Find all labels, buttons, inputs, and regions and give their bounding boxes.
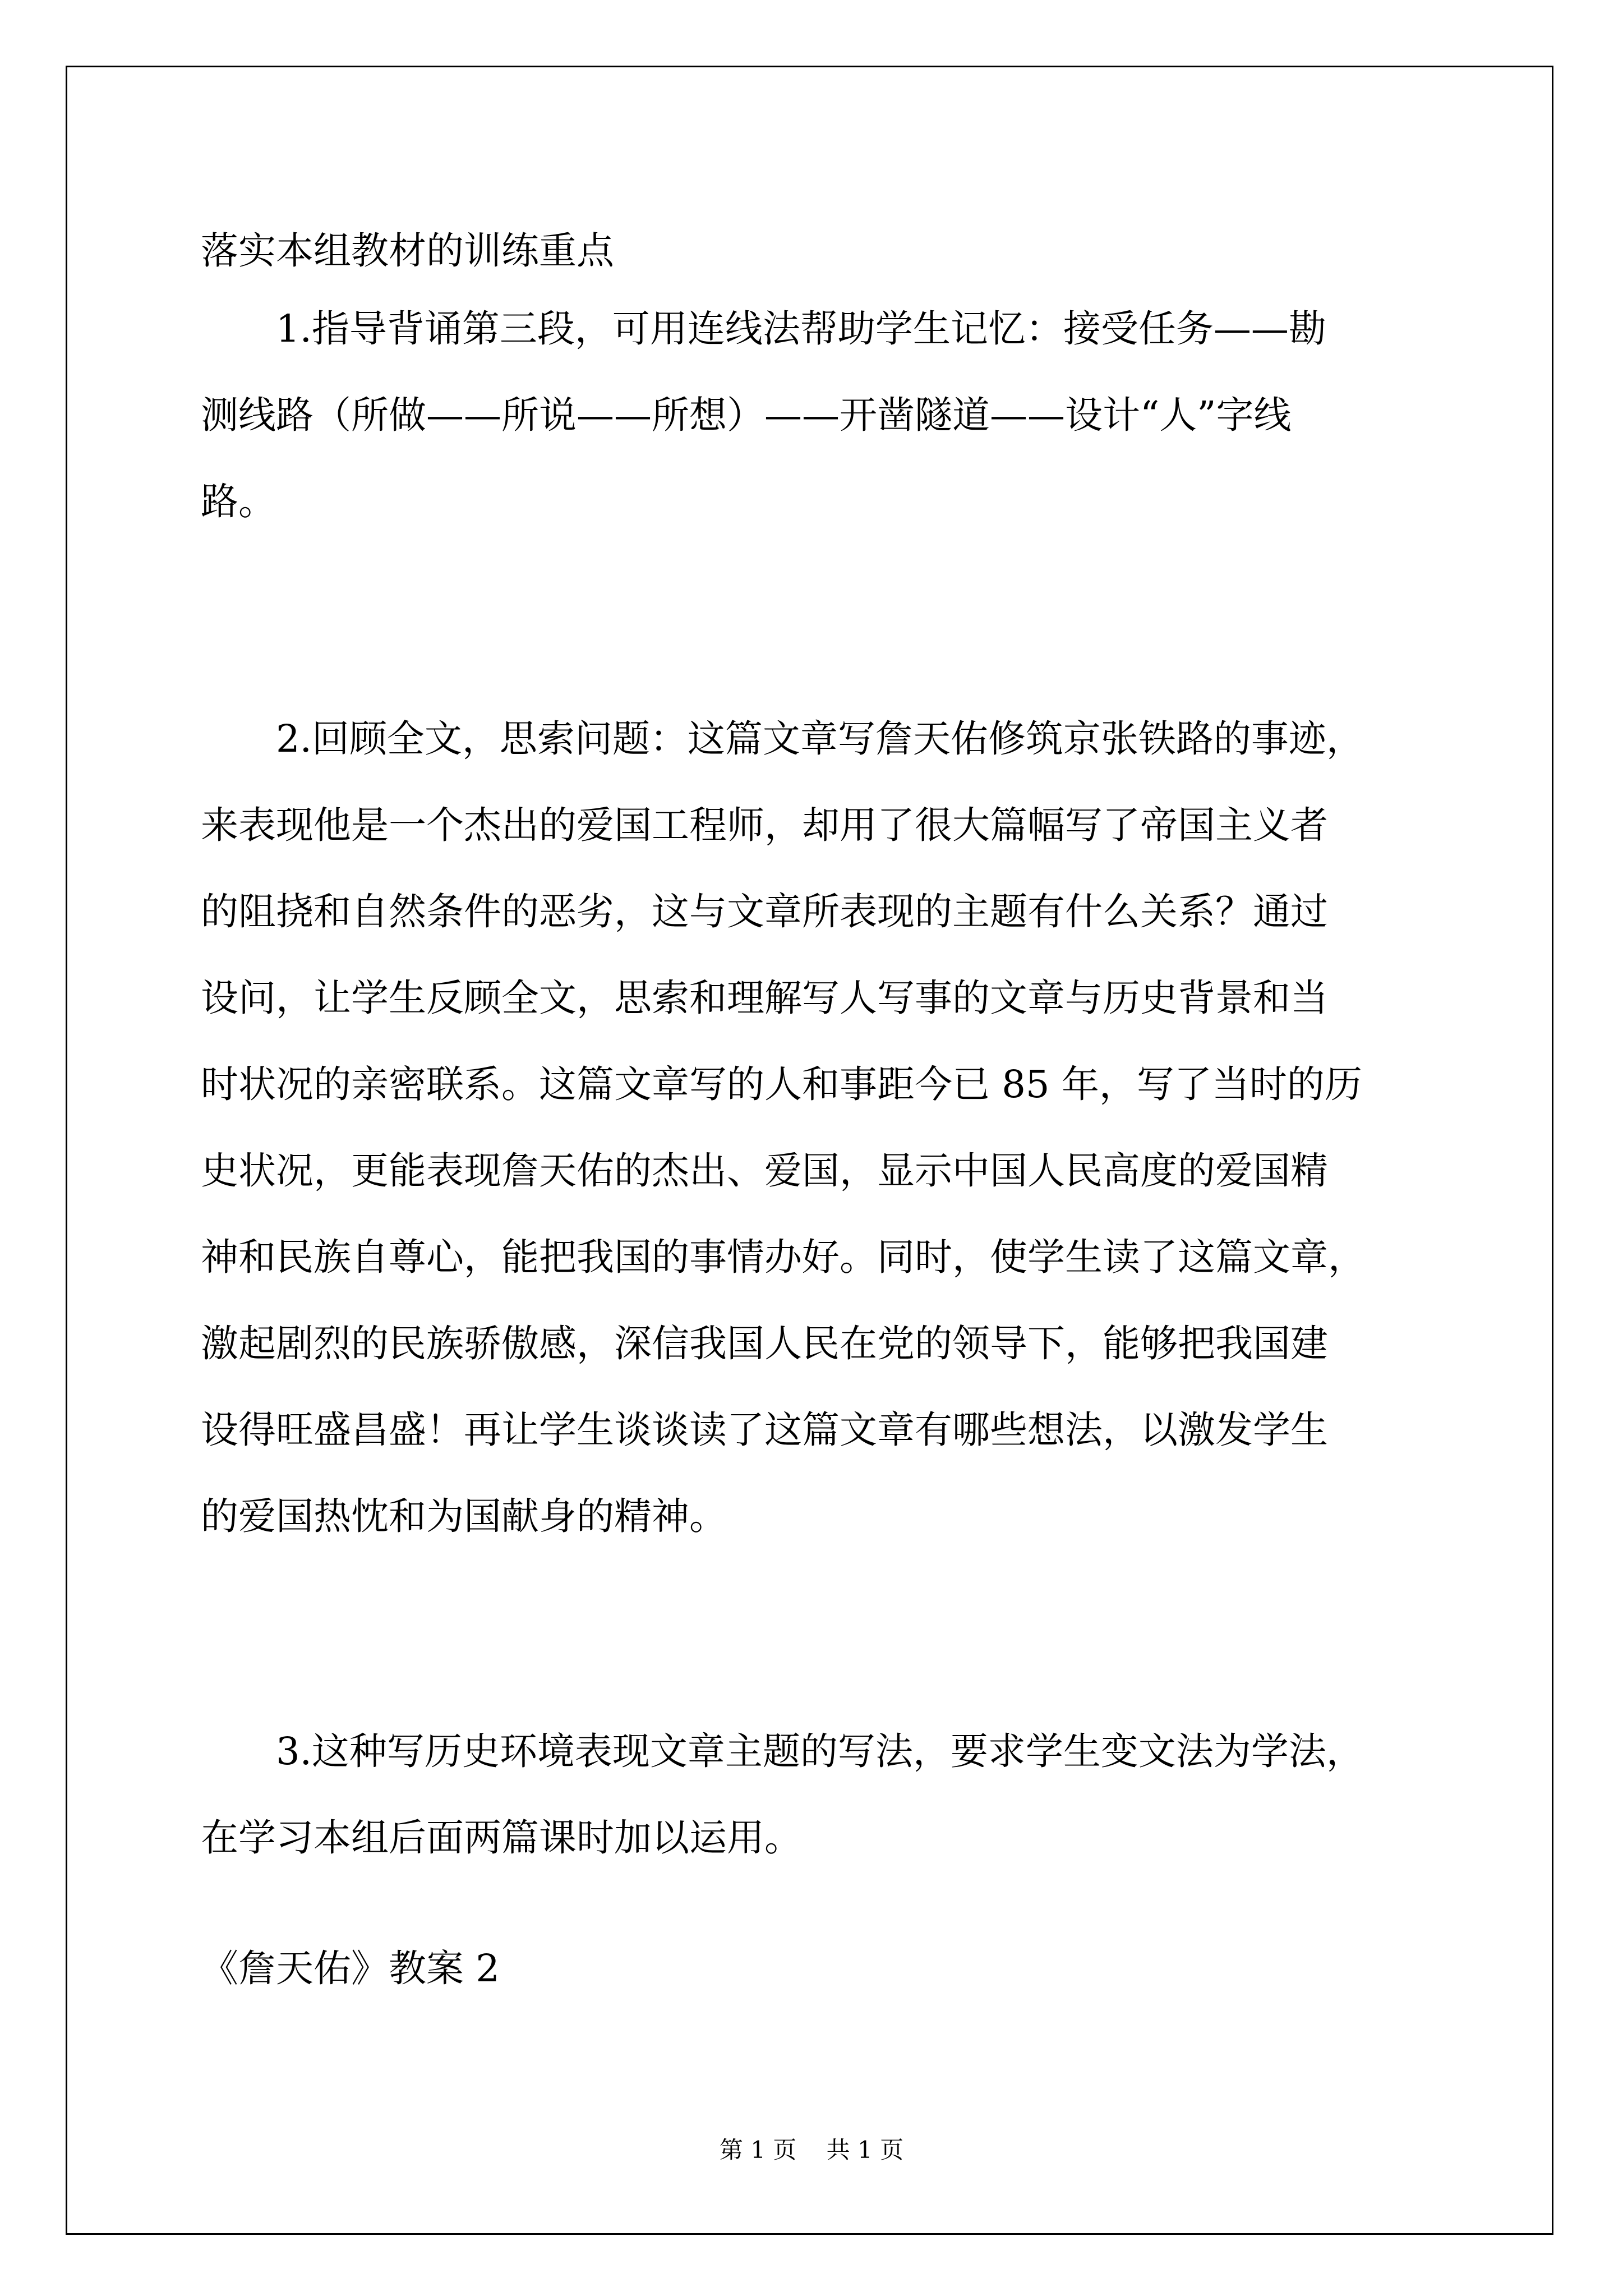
paragraph-line: 2.回顾全文，思索问题：这篇文章写詹天佑修筑京张铁路的事迹， xyxy=(276,717,1364,761)
page-number-current: 第 1 页 xyxy=(719,2136,797,2164)
paragraph-1 xyxy=(201,286,1435,545)
paragraph-line: 神和民族自尊心，能把我国的事情办好。同时，使学生读了这篇文章， xyxy=(201,1235,1366,1279)
paragraph-line: 的爱国热忱和为国献身的精神。 xyxy=(201,1494,727,1538)
paragraph-line: 激起剧烈的民族骄傲感，深信我国人民在党的领导下，能够把我国建 xyxy=(201,1322,1328,1365)
paragraph-2 xyxy=(201,696,1435,1559)
paragraph-line: 路。 xyxy=(201,480,276,523)
paragraph-line: 时状况的亲密联系。这篇文章写的人和事距今已 85 年，写了当时的历 xyxy=(201,1062,1362,1106)
paragraph-line: 测线路（所做——所说——所想）——开凿隧道——设计“人”字线 xyxy=(201,393,1292,437)
section-heading xyxy=(201,208,1435,294)
paragraph-line: 设问，让学生反顾全文，思索和理解写人写事的文章与历史背景和当 xyxy=(201,976,1328,1020)
paragraph-3 xyxy=(201,1708,1435,1881)
page-number-total: 共 1 页 xyxy=(826,2136,904,2164)
paragraph-line: 的阻挠和自然条件的恶劣，这与文章所表现的主题有什么关系？通过 xyxy=(201,890,1328,933)
paragraph-line: 史状况，更能表现詹天佑的杰出、爱国，显示中国人民高度的爱国精 xyxy=(201,1149,1328,1193)
page-footer xyxy=(0,2133,1623,2167)
lesson-plan-title xyxy=(201,1925,1435,2012)
paragraph-line: 1.指导背诵第三段，可用连线法帮助学生记忆：接受任务——勘 xyxy=(276,307,1326,351)
paragraph-line: 3.这种写历史环境表现文章主题的写法，要求学生变文法为学法， xyxy=(276,1729,1364,1773)
subtitle-line: 《詹天佑》教案 2 xyxy=(201,1947,500,1990)
paragraph-line: 来表现他是一个杰出的爱国工程师，却用了很大篇幅写了帝国主义者 xyxy=(201,803,1328,847)
paragraph-line: 设得旺盛昌盛！再让学生谈谈读了这篇文章有哪些想法，以激发学生 xyxy=(201,1408,1328,1452)
paragraph-line: 在学习本组后面两篇课时加以运用。 xyxy=(201,1816,802,1860)
heading-line: 落实本组教材的训练重点 xyxy=(201,229,614,273)
